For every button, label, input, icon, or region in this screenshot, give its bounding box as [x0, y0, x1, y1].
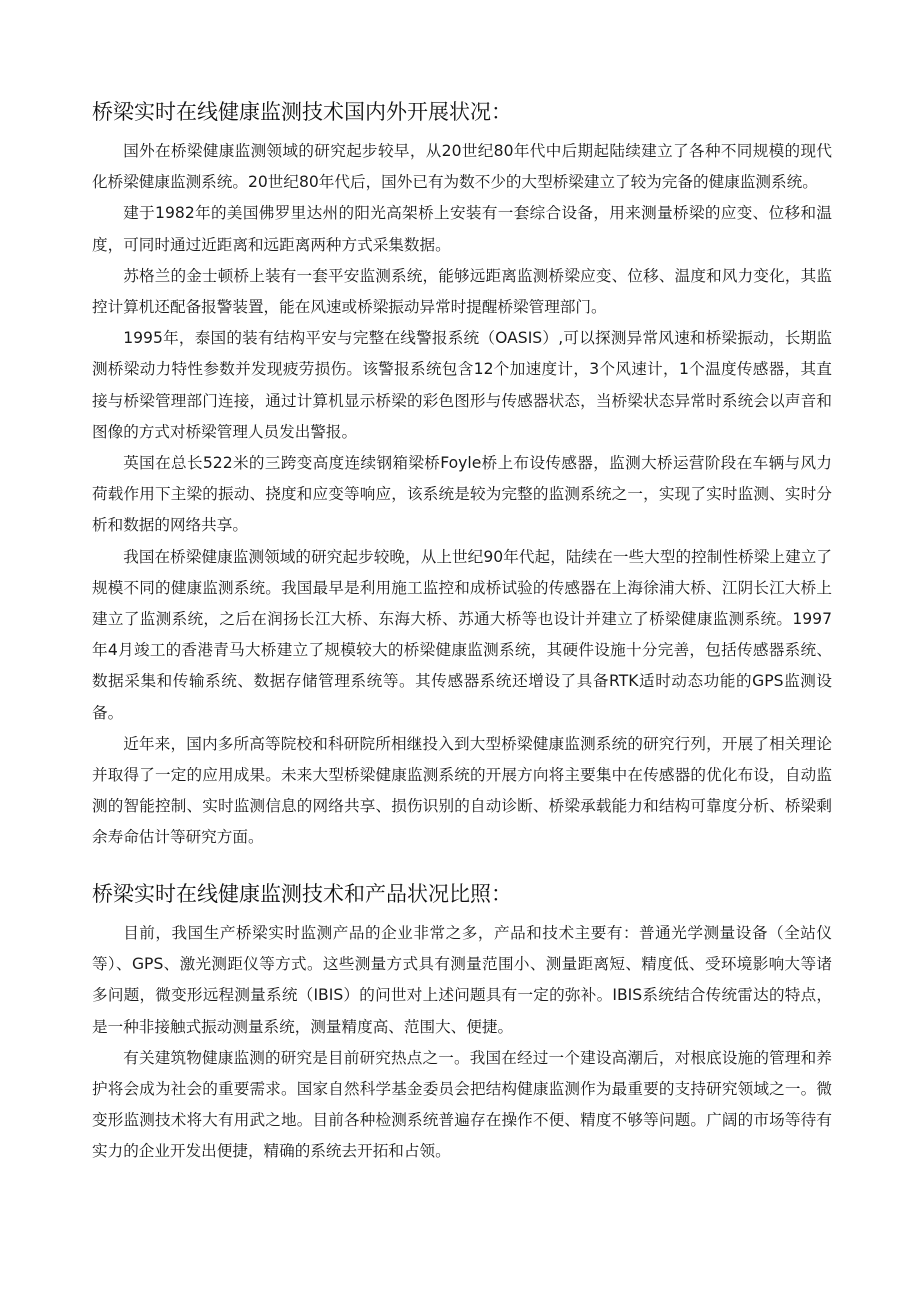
- paragraph: 有关建筑物健康监测的研究是目前研究热点之一。我国在经过一个建设高潮后，对根底设施的管理和养护将会成为社会的重要需求。国家自然科学基金委员会把结构健康监测作为最重要的支持研究领域之一。微变形监测技术将大有用武之地。目前各种检测系统普遍存在操作不便、精度不够等问题。广阔的市场等待有实力的企业开发出便捷，精确的系统去开拓和占领。: [92, 1048, 832, 1161]
- paragraph: 我国在桥梁健康监测领域的研究起步较晚，从上世纪90年代起，陆续在一些大型的控制性桥梁上建立了规模不同的健康监测系统。我国最早是利用施工监控和成桥试验的传感器在上海徐浦大桥、江阴长江大桥上建立了监测系统，之后在润扬长江大桥、东海大桥、苏通大桥等也设计并建立了桥梁健康监测系统。1997年4月竣工的香港青马大桥建立了规模较大的桥梁健康监测系统，其硬件设施十分完善，包括传感器系统、数据采集和传输系统、数据存储管理系统等。其传感器系统还增设了具备RTK适时动态功能的GPS监测设备。: [92, 547, 832, 722]
- paragraph: 国外在桥梁健康监测领域的研究起步较早，从20世纪80年代中后期起陆续建立了各种不同规模的现代化桥梁健康监测系统。20世纪80年代后，国外已有为数不少的大型桥梁建立了较为完备的健康监测系统。: [92, 142, 832, 192]
- paragraph: 建于1982年的美国佛罗里达州的阳光高架桥上安装有一套综合设备，用来测量桥梁的应变、位移和温度，可同时通过近距离和远距离两种方式采集数据。: [92, 204, 832, 254]
- paragraph: 1995年，泰国的装有结构平安与完整在线警报系统（OASIS）,可以探测异常风速和桥梁振动，长期监测桥梁动力特性参数并发现疲劳损伤。该警报系统包含12个加速度计，3个风速计，1个温度传感器，其直接与桥梁管理部门连接，通过计算机显示桥梁的彩色图形与传感器状态，当桥梁状态异常时系统会以声音和图像的方式对桥梁管理人员发出警报。: [92, 329, 832, 441]
- paragraph: 苏格兰的金士顿桥上装有一套平安监测系统，能够远距离监测桥梁应变、位移、温度和风力变化，其监控计算机还配备报警装置，能在风速或桥梁振动异常时提醒桥梁管理部门。: [92, 266, 832, 317]
- section-body-comparison: [92, 918, 832, 1168]
- paragraph: 英国在总长522米的三跨变高度连续钢箱梁桥Foyle桥上布设传感器，监测大桥运营阶段在车辆与风力荷载作用下主梁的振动、挠度和应变等响应，该系统是较为完整的监测系统之一，实现了实时监测、实时分析和数据的网络共享。: [92, 454, 832, 535]
- paragraph: 目前，我国生产桥梁实时监测产品的企业非常之多，产品和技术主要有：普通光学测量设备（全站仪等）、GPS、激光测距仪等方式。这些测量方式具有测量范围小、测量距离短、精度低、受环境影响大等诸多问题，微变形远程测量系统（IBIS）的问世对上述问题具有一定的弥补。IBIS系统结合传统雷达的特点，是一种非接触式振动测量系统，测量精度高、范围大、便捷。: [92, 924, 832, 1036]
- section-heading-comparison: 桥梁实时在线健康监测技术和产品状况比照：: [92, 882, 512, 906]
- section-heading-international: 桥梁实时在线健康监测技术国内外开展状况：: [92, 100, 512, 124]
- section-body-international: [92, 136, 832, 854]
- paragraph: 近年来，国内多所高等院校和科研院所相继投入到大型桥梁健康监测系统的研究行列，开展了相关理论并取得了一定的应用成果。未来大型桥梁健康监测系统的开展方向将主要集中在传感器的优化布设，自动监测的智能控制、实时监测信息的网络共享、损伤识别的自动诊断、桥梁承载能力和结构可靠度分析、桥梁剩余寿命估计等研究方面。: [92, 734, 832, 847]
